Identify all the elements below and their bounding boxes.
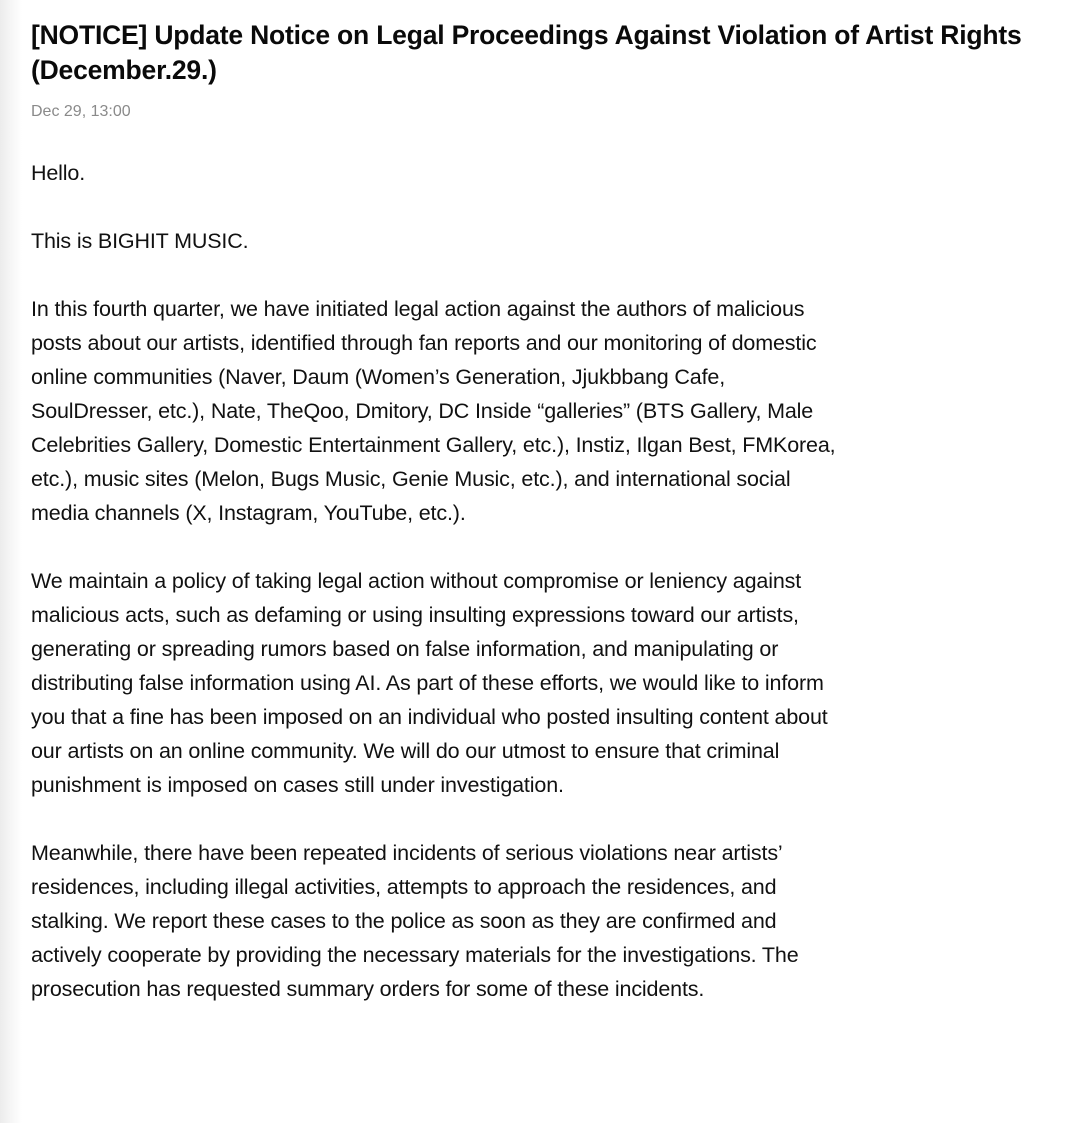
paragraph-greeting: Hello. — [31, 161, 86, 185]
left-edge-shade — [0, 0, 22, 1123]
paragraph-legal-action: In this fourth quarter, we have initiated legal action against the authors of malicious posts about our artists, identified through fan reports and our monitoring of domestic online communities (Naver, Daum (Women’s Generation, Jjukbbang Cafe, SoulDresser, etc.), Nate, TheQoo, Dmitory, DC Inside “galleries” (BTS Gallery, Male Celebrities Gallery, Domestic Entertainment Gallery, etc.), Instiz, Ilgan Best, FMKorea, etc.), music sites (Melon, Bugs Music, Genie Music, etc.), and international social media channels (X, Instagram, YouTube, etc.). — [31, 297, 836, 525]
paragraph-sender: This is BIGHIT MUSIC. — [31, 229, 249, 253]
notice-body — [31, 156, 841, 1006]
paragraph-residence-violations: Meanwhile, there have been repeated incidents of serious violations near artists’ residences, including illegal activities, attempts to approach the residences, and stalking. We report these cases to the police as soon as they are confirmed and actively cooperate by providing the necessary materials for the investigations. The prosecution has requested summary orders for some of these incidents. — [31, 841, 799, 1001]
paragraph-policy: We maintain a policy of taking legal action without compromise or leniency against malicious acts, such as defaming or using insulting expressions toward our artists, generating or spreading rumors based on false information, and manipulating or distributing false information using AI. As part of these efforts, we would like to inform you that a fine has been imposed on an individual who posted insulting content about our artists on an online community. We will do our utmost to ensure that criminal punishment is imposed on cases still under investigation. — [31, 569, 828, 797]
notice-title: [NOTICE] Update Notice on Legal Proceedings Against Violation of Artist Rights (December.29.) — [31, 20, 1022, 85]
post-date: Dec 29, 13:00 — [31, 103, 131, 120]
notice-article — [31, 18, 1071, 1040]
